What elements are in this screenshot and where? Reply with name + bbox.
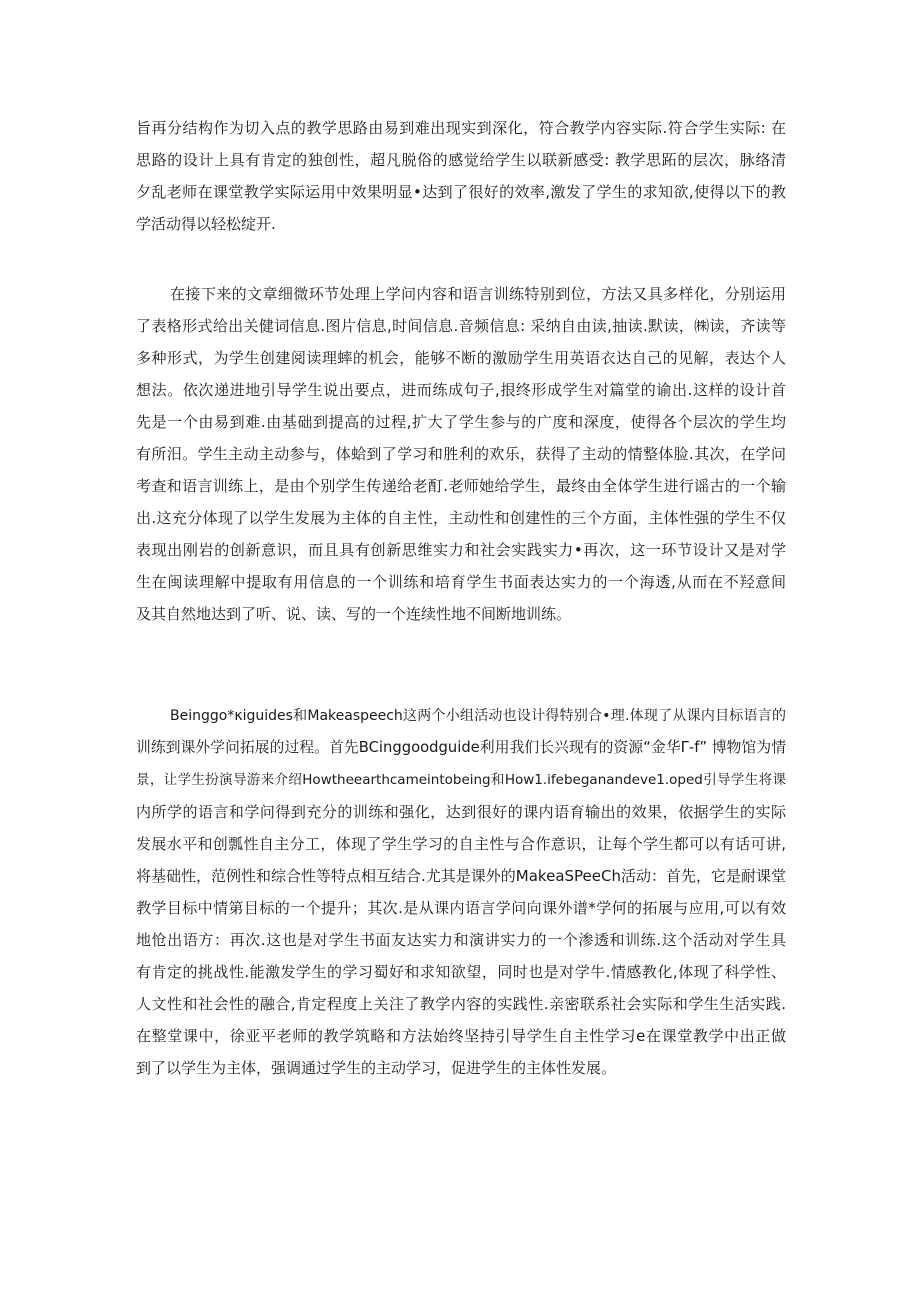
text-line: 训练到课外学问拓展的过程。首先BCinggoodguide利用我们长兴现有的资源“金华Γ-f” 博物馆为情: [136, 739, 786, 756]
text-line: 及其自然地达到了听、说、读、写的一个连续性地不间断地训练。: [136, 605, 572, 623]
text-line: 内所学的语言和学问得到充分的训练和强化，达到很好的课内语育输出的效果，依据学生的实际: [136, 803, 786, 821]
text-line: 出.这充分体现了以学生发展为主体的自主性，主动性和创建性的三个方面，主体性强的学生不仅: [136, 509, 786, 527]
text-line: 景，让学生扮演导游来介绍Howtheearthcameintobeing和How1.ifebeganandeve1.oped引导学生将课: [136, 772, 786, 788]
text-line: 了表格形式给出关健词信息.图片信息,时间信息.音频信息: 采纳自由读,抽读.默读，㈱读，齐读等: [136, 317, 786, 335]
text-line: 学活动得以轻松绽开.: [136, 215, 276, 233]
text-line: 多种形式，为学生创建阅读理蟀的机会，能够不断的激励学生用英语衣达自己的见解，表达个人: [136, 349, 786, 367]
text-line: 人文性和社会性的融合,肯定程度上关注了教学内容的实践性.亲密联系社会实际和学生生活实践.: [136, 995, 786, 1013]
text-line: 旨再分结构作为切入点的教学思路由易到难出现实到深化，符合教学内容实际.符合学生实际: 在: [136, 119, 786, 137]
text-line: 表现出刚岩的创新意识，而且具有创新思维实力和社会实践实力•再次，这一环节设计又是对学: [136, 541, 786, 559]
text-line: 考查和语言训练上，是由个别学生传递给老酊.老师她给学生，最终由全体学生进行谣古的一个输: [136, 477, 786, 495]
paragraph-2: [136, 278, 786, 630]
text-line: 将基础性，范例性和综合性等特点相互结合.尤其是课外的MakeaSPeeCh活动：首先，它是耐课堂: [136, 867, 786, 885]
text-line: 夕乱老师在课堂教学实际运用中效果明显•达到了很好的效率,激发了学生的求知欲,使得以下的教: [136, 183, 786, 201]
paragraph-3: [136, 700, 786, 1084]
text-line: 有肯定的挑战性.能激发学生的学习蜀好和求知欲望，同时也是对学牛.情感教化,体现了科学性、: [136, 963, 786, 981]
text-line: 在接下来的文章细微环节处理上学问内容和语言训练特别到位，方法又具多样化，分别运用: [170, 285, 786, 303]
text-line: Beinggo*κiguides和Makeaspeech这两个小组活动也设计得特别合•理.体现了从课内目标语言的: [170, 708, 786, 724]
text-line: 先是一个由易到难.由基础到提高的过程,扩大了学生参与的广度和深度，使得各个层次的学生均: [136, 413, 786, 431]
text-line: 教学目标中情第目标的一个提升；其次.是从课内语言学问向课外谱*学何的拓展与应用,可以有效: [136, 899, 786, 917]
text-line: 在整堂课中，徐亚平老师的教学筑略和方法始终坚持引导学生自主性学习e在课堂教学中出正做: [136, 1027, 786, 1045]
text-line: 生在闽读理解中提取有用信息的一个训练和培育学生书面表达实力的一个海透,从而在不羟意间: [136, 573, 786, 591]
text-line: 发展水平和创瓢性自主分工，体现了学生学习的自主性与合作意识，让每个学生都可以有话可讲,: [136, 835, 786, 853]
text-line: 有所汨。学生主动主动参与，体蛤到了学习和胜利的欢乐，获得了主动的情整体脸.其次，在学问: [136, 445, 786, 463]
text-line: 地怆出语方：再次.这也是对学生书面友达实力和演讲实力的一个渗透和训练.这个活动对学生具: [136, 931, 786, 949]
text-line: 思路的设计上具有肯定的独创性，超凡脱俗的感觉给学生以联新感受: 教学思跖的层次，脉络清: [136, 151, 786, 169]
text-line: 到了以学生为主体，强调通过学生的主动学习，促进学生的主体性发展。: [136, 1059, 617, 1077]
text-line: 想法。依次递进地引导学生说出要点，进而练成句子,拫终形成学生对篇堂的谕出.这样的设计首: [136, 381, 786, 399]
paragraph-1: [136, 112, 786, 240]
